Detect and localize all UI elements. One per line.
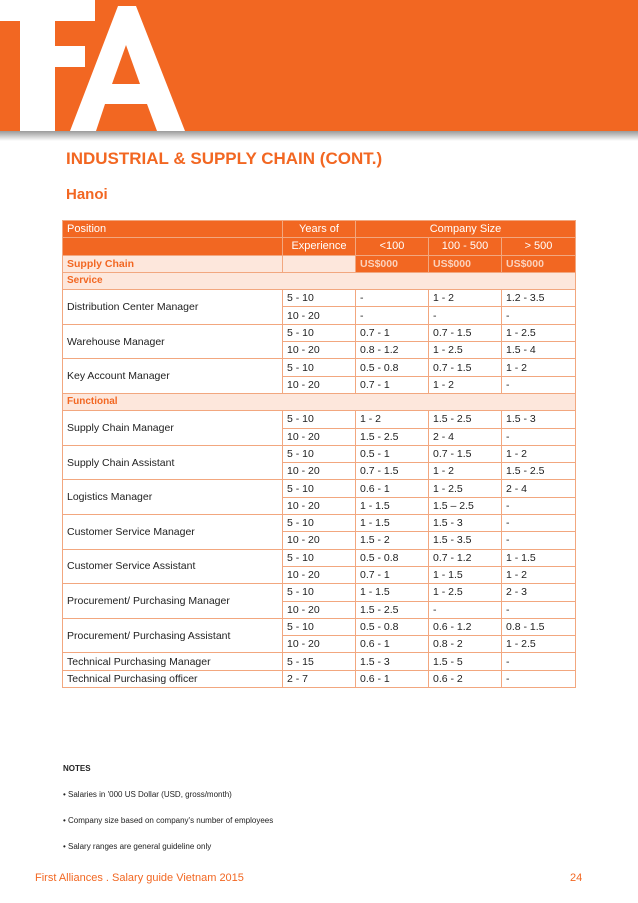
position-cell: Customer Service Assistant [63, 549, 283, 584]
salary-cell: - [429, 601, 502, 618]
header-position: Position [63, 221, 283, 238]
salary-cell: 1.5 - 3 [429, 515, 502, 532]
salary-cell: 1.5 - 4 [502, 342, 576, 359]
position-cell: Procurement/ Purchasing Manager [63, 584, 283, 619]
experience-cell: 10 - 20 [283, 566, 356, 583]
salary-cell: 1.5 - 3 [502, 411, 576, 428]
salary-cell: 1 - 2 [429, 463, 502, 480]
salary-cell: 1 - 2 [502, 445, 576, 462]
salary-cell: 1 - 1.5 [356, 584, 429, 601]
experience-cell: 5 - 10 [283, 324, 356, 341]
experience-cell: 10 - 20 [283, 636, 356, 653]
salary-cell: 1 - 1.5 [356, 497, 429, 514]
salary-cell: 1 - 2 [502, 566, 576, 583]
note-item: • Salaries in '000 US Dollar (USD, gross/month) [63, 790, 232, 799]
section-row-service [63, 272, 576, 289]
salary-cell: - [356, 290, 429, 307]
salary-cell: 1 - 2.5 [429, 584, 502, 601]
table-row [63, 445, 576, 462]
experience-cell: 5 - 10 [283, 290, 356, 307]
header-size-small: <100 [356, 238, 429, 255]
position-cell: Technical Purchasing officer [63, 670, 283, 687]
experience-cell: 5 - 10 [283, 618, 356, 635]
experience-cell: 10 - 20 [283, 428, 356, 445]
table-row [63, 653, 576, 670]
salary-cell: 0.8 - 2 [429, 636, 502, 653]
header-size-medium: 100 - 500 [429, 238, 502, 255]
experience-cell: 10 - 20 [283, 497, 356, 514]
salary-cell: 0.5 - 1 [356, 445, 429, 462]
experience-cell: 5 - 10 [283, 584, 356, 601]
fa-monogram-logo [0, 0, 200, 131]
notes-heading: NOTES [63, 764, 91, 773]
header-size-large: > 500 [502, 238, 576, 255]
salary-cell: 0.7 - 1.5 [429, 359, 502, 376]
salary-cell: - [429, 307, 502, 324]
salary-cell: 1 - 1.5 [502, 549, 576, 566]
page-title: INDUSTRIAL & SUPPLY CHAIN (CONT.) [66, 149, 383, 168]
salary-cell: 0.6 - 1 [356, 670, 429, 687]
position-cell: Supply Chain Manager [63, 411, 283, 446]
salary-cell: 1.5 - 3.5 [429, 532, 502, 549]
experience-cell: 5 - 10 [283, 480, 356, 497]
salary-cell: - [502, 376, 576, 393]
category-row [63, 255, 576, 272]
salary-cell: 1 - 1.5 [356, 515, 429, 532]
experience-cell: 10 - 20 [283, 601, 356, 618]
note-item: • Company size based on company's number of employees [63, 816, 274, 825]
salary-cell: 1 - 2.5 [429, 342, 502, 359]
experience-cell: 5 - 10 [283, 411, 356, 428]
salary-cell: 1.5 - 2 [356, 532, 429, 549]
salary-cell: 0.8 - 1.5 [502, 618, 576, 635]
position-cell: Customer Service Manager [63, 515, 283, 550]
salary-cell: - [356, 307, 429, 324]
salary-cell: 1 - 2 [429, 376, 502, 393]
position-cell: Technical Purchasing Manager [63, 653, 283, 670]
salary-cell: 0.5 - 0.8 [356, 359, 429, 376]
salary-cell: 1 - 1.5 [429, 566, 502, 583]
salary-cell: 0.6 - 1.2 [429, 618, 502, 635]
salary-cell: 0.6 - 1 [356, 480, 429, 497]
salary-cell: 0.6 - 1 [356, 636, 429, 653]
salary-cell: - [502, 428, 576, 445]
currency-medium: US$000 [429, 255, 502, 272]
experience-cell: 10 - 20 [283, 532, 356, 549]
header-years-line1: Years of [283, 221, 356, 238]
salary-cell: 0.7 - 1.5 [356, 463, 429, 480]
salary-cell: 0.7 - 1.5 [429, 445, 502, 462]
salary-cell: 1.5 – 2.5 [429, 497, 502, 514]
experience-cell: 10 - 20 [283, 342, 356, 359]
salary-cell: 2 - 4 [502, 480, 576, 497]
salary-cell: 1.2 - 3.5 [502, 290, 576, 307]
salary-cell: 0.6 - 2 [429, 670, 502, 687]
experience-cell: 10 - 20 [283, 463, 356, 480]
header-position-blank [63, 238, 283, 255]
experience-cell: 10 - 20 [283, 376, 356, 393]
salary-cell: 0.5 - 0.8 [356, 549, 429, 566]
salary-cell: 0.7 - 1 [356, 566, 429, 583]
experience-cell: 10 - 20 [283, 307, 356, 324]
table-row [63, 549, 576, 566]
salary-cell: - [502, 532, 576, 549]
salary-cell: 1.5 - 2.5 [502, 463, 576, 480]
section-row-functional [63, 393, 576, 410]
currency-large: US$000 [502, 255, 576, 272]
category-label: Supply Chain [63, 255, 283, 272]
position-cell: Distribution Center Manager [63, 290, 283, 325]
city-subtitle: Hanoi [66, 186, 108, 203]
category-blank [283, 255, 356, 272]
position-cell: Key Account Manager [63, 359, 283, 394]
salary-cell: - [502, 515, 576, 532]
table-row [63, 324, 576, 341]
salary-cell: 1.5 - 2.5 [356, 428, 429, 445]
position-cell: Supply Chain Assistant [63, 445, 283, 480]
salary-cell: 1.5 - 5 [429, 653, 502, 670]
salary-cell: 1 - 2.5 [502, 636, 576, 653]
salary-cell: 0.7 - 1 [356, 324, 429, 341]
salary-cell: 1 - 2 [429, 290, 502, 307]
salary-cell: 1.5 - 3 [356, 653, 429, 670]
salary-cell: 1 - 2 [502, 359, 576, 376]
experience-cell: 5 - 10 [283, 515, 356, 532]
salary-cell: 1.5 - 2.5 [356, 601, 429, 618]
salary-cell: 2 - 4 [429, 428, 502, 445]
salary-cell: 1 - 2 [356, 411, 429, 428]
experience-cell: 5 - 10 [283, 445, 356, 462]
salary-cell: - [502, 601, 576, 618]
table-row [63, 515, 576, 532]
header-shadow [0, 131, 638, 141]
table-row [63, 411, 576, 428]
position-cell: Logistics Manager [63, 480, 283, 515]
experience-cell: 2 - 7 [283, 670, 356, 687]
position-cell: Warehouse Manager [63, 324, 283, 359]
salary-table [62, 220, 576, 688]
salary-cell: - [502, 497, 576, 514]
notes [63, 764, 273, 868]
page-number: 24 [570, 872, 583, 884]
section-label-functional: Functional [63, 393, 576, 410]
salary-cell: 0.7 - 1 [356, 376, 429, 393]
salary-cell: - [502, 670, 576, 687]
salary-cell: 2 - 3 [502, 584, 576, 601]
experience-cell: 5 - 10 [283, 549, 356, 566]
table-row [63, 290, 576, 307]
table-row [63, 480, 576, 497]
experience-cell: 5 - 10 [283, 359, 356, 376]
table-row [63, 584, 576, 601]
note-item: • Salary ranges are general guideline only [63, 842, 212, 851]
table-row [63, 670, 576, 687]
table-row [63, 359, 576, 376]
experience-cell: 5 - 15 [283, 653, 356, 670]
section-label-service: Service [63, 272, 576, 289]
salary-cell: 0.7 - 1.2 [429, 549, 502, 566]
salary-cell: 0.5 - 0.8 [356, 618, 429, 635]
table-row [63, 618, 576, 635]
salary-cell: 1 - 2.5 [502, 324, 576, 341]
salary-cell: 1.5 - 2.5 [429, 411, 502, 428]
header-company-size: Company Size [356, 221, 576, 238]
salary-cell: 0.8 - 1.2 [356, 342, 429, 359]
salary-cell: 1 - 2.5 [429, 480, 502, 497]
footer-text: First Alliances . Salary guide Vietnam 2015 [35, 872, 244, 884]
position-cell: Procurement/ Purchasing Assistant [63, 618, 283, 653]
currency-small: US$000 [356, 255, 429, 272]
header-years-line2: Experience [283, 238, 356, 255]
salary-cell: - [502, 653, 576, 670]
salary-cell: - [502, 307, 576, 324]
salary-cell: 0.7 - 1.5 [429, 324, 502, 341]
